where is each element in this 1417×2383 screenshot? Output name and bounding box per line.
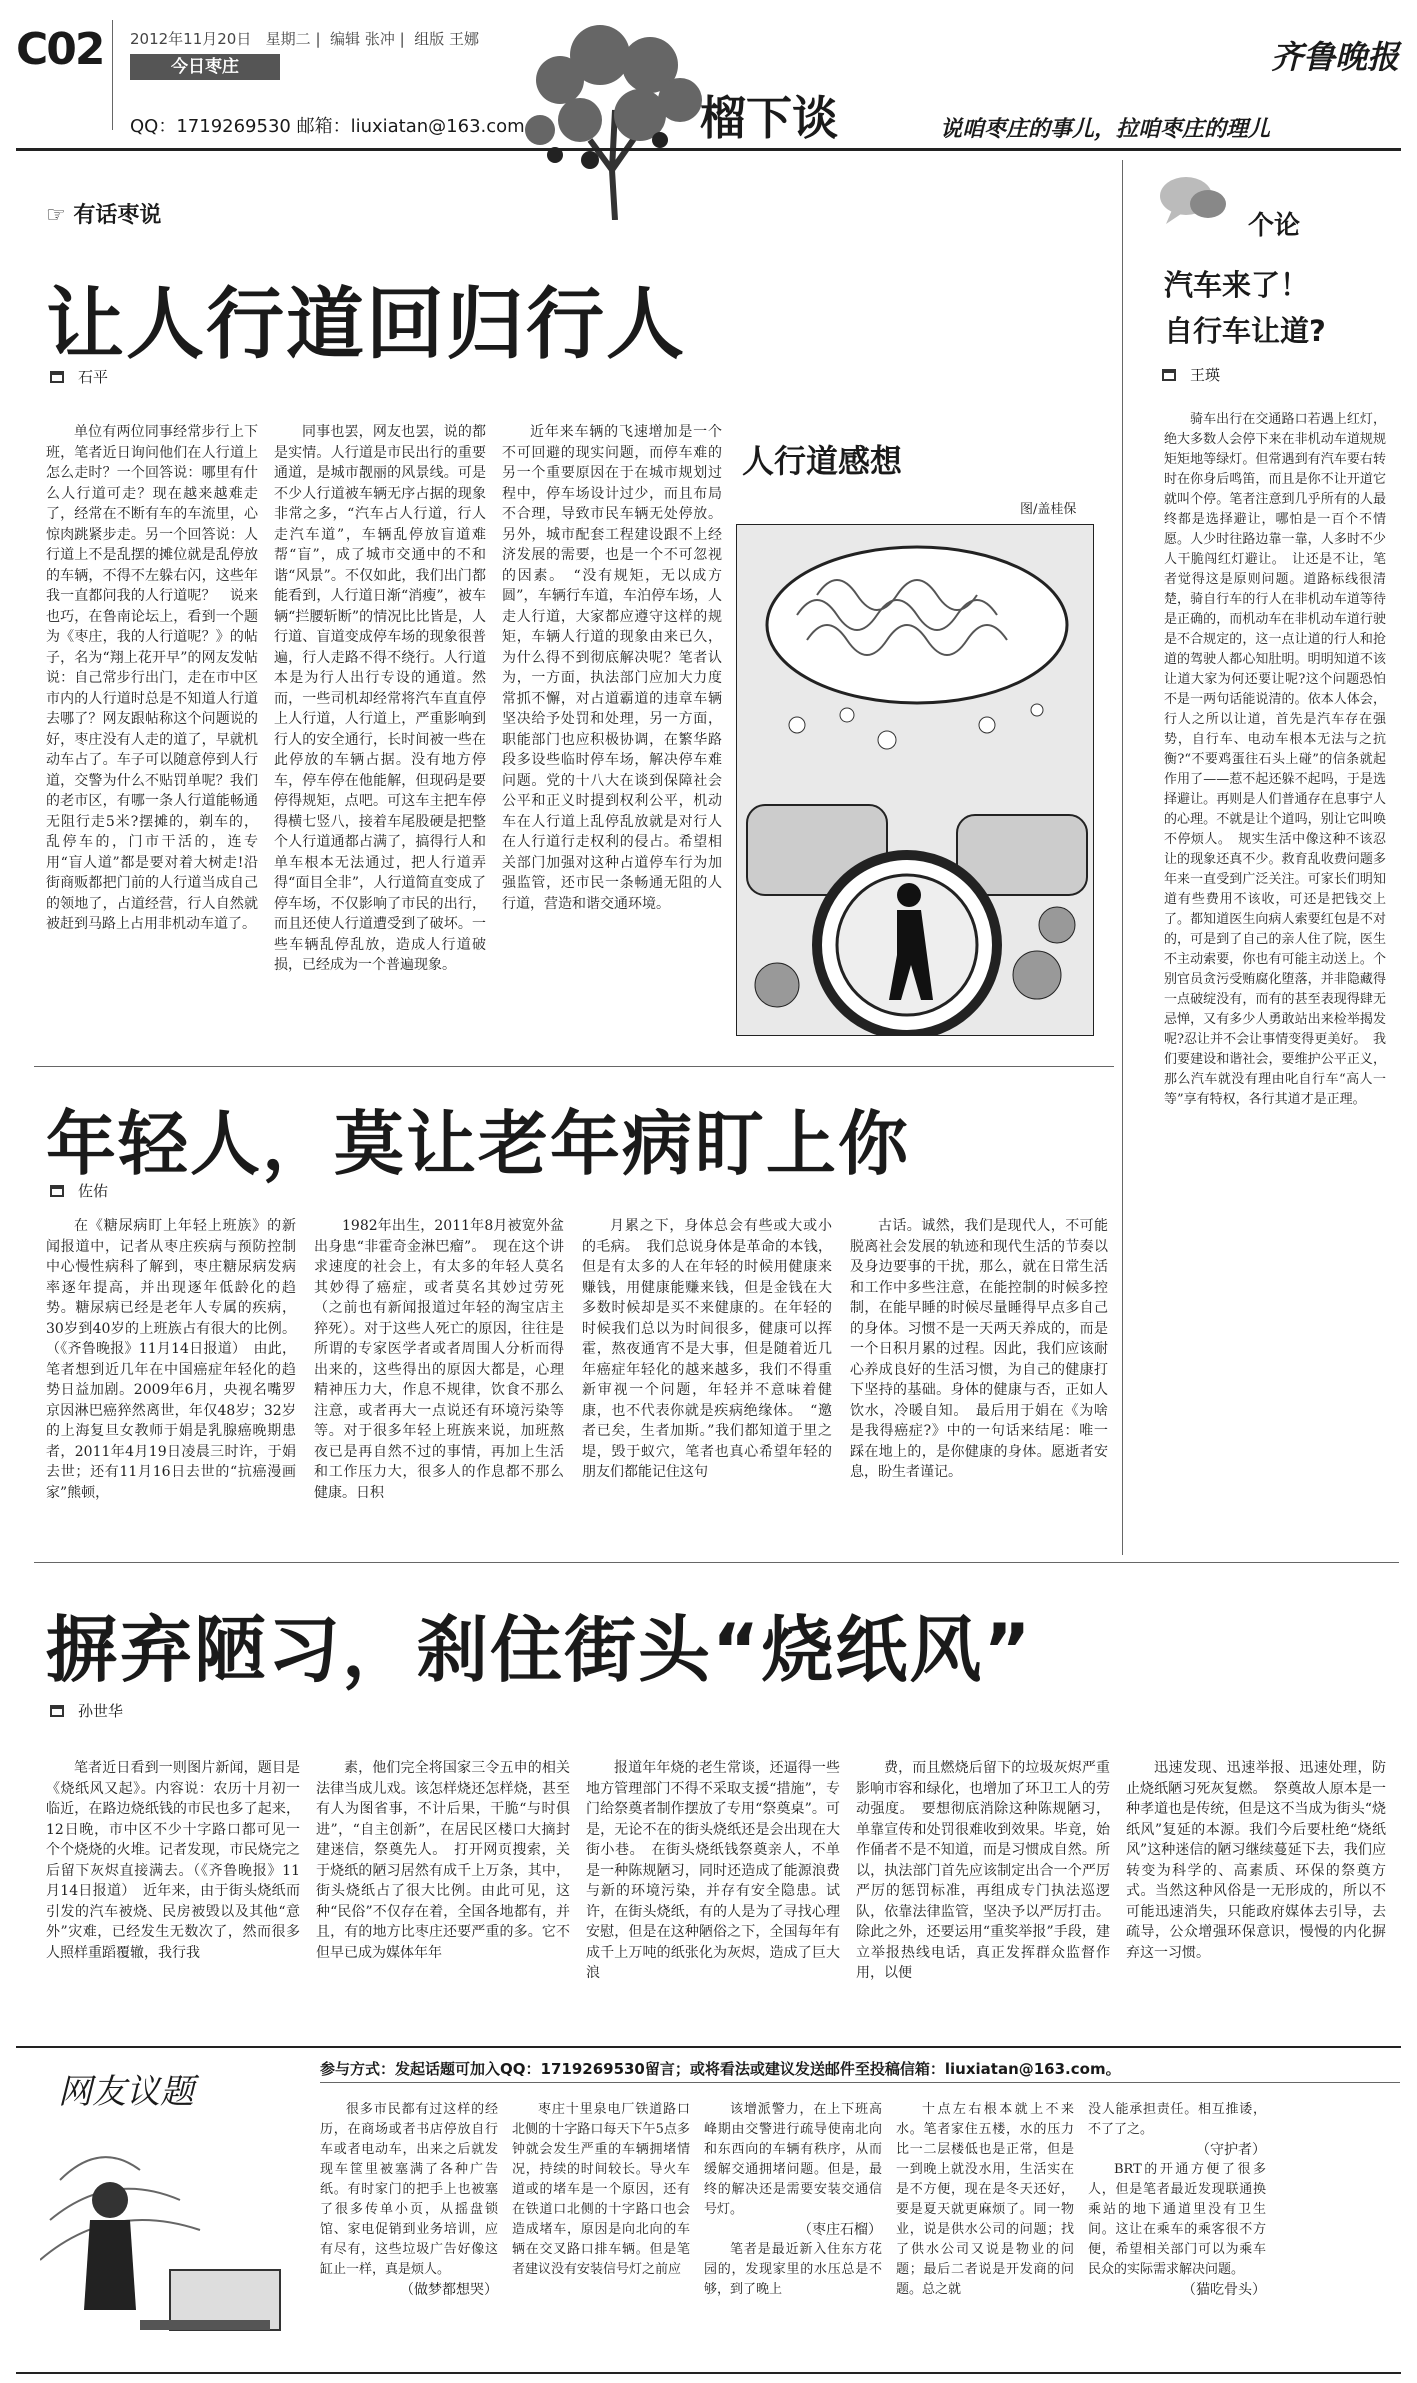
- forum-post-3-cont: 十点左右根本就上不来水。笔者家住五楼，水的压力比一二层楼低也是正常，但是一到晚上就没水用，生活实在是不方便，现在是冬天还好，要是夏天就更麻烦了。同一物业，说是供水公司的问题；找了供水公司又说是物业的问题；最后二者说是开发商的问题。总之就: [896, 2102, 1074, 2297]
- article1-col3-text: 近年来车辆的飞速增加是一个不可回避的现实问题，而停车难的另一个重要原因在于在城市规划过程中，停车场设计过少，而且布局不合理，导致市民车辆无处停放。另外，城市配套工程建设跟不上经济发展的需要，也是一个不可忽视的因素。 “没有规矩，无以成方圆”，车辆行车道，车泊停车场，人走人行道，大家都应遵守这样的规矩，车辆人行道的现象由来已久，为什么得不到彻底解决呢？笔者认为，一方面，执法部门应加大力度常抓不懈，对占道霸道的违章车辆坚决给予处罚和处理，另一方面，职能部门也应积极协调，在繁华路段多设些临时停车场，解决停车难问题。党的十八大在谈到保障社会公平和正义时提到权利公平，机动车在人行道上乱停乱放就是对行人在人行道行走权利的侵占。希望相关部门加强对这种占道停车行为加强监管，还市民一条畅通无阻的人行道，营造和谐交通环境。: [502, 424, 722, 912]
- forum-post-3: 笔者是最近新入住东方花园的，发现家里的水压总是不够，到了晚上: [704, 2242, 882, 2297]
- article3-col3: [586, 1758, 840, 2038]
- article3-col4: [856, 1758, 1110, 2038]
- article1-col1: [46, 422, 258, 1062]
- sidebar-byline: [1162, 364, 1220, 385]
- forum-col1: [320, 2100, 498, 2370]
- article1-col1-text: 单位有两位同事经常步行上下班，笔者近日询问他们在人行道上怎么走时？一个回答说：哪里有什么人行道可走？现在越来越难走了，经常在不断有车的车流里，心惊肉跳紧步走。另一个回答说：人行道上不是乱摆的摊位就是乱停放的车辆，不得不左躲右闪，这些年我一直都问我的人行道呢？ 说来也巧，在鲁南论坛上，看到一个题为《枣庄，我的人行道呢？》的帖子，名为“翔上花开早”的网友发帖说：自己常步行出门，走在市中区市内的人行道时总是不知道人行道去哪了？网友跟帖称这个问题说的好，枣庄没有人走的道了，早就机动车占了。车子可以随意停到人行道，交警为什么不贴罚单呢？我们的老市区，有哪一条人行道能畅通无阻行走5米?摆摊的，剃车的，乱停车的，门市干活的，连专用“盲人道”都是要对着大树走!沿街商贩都把门前的人行道当成自己的领地了，占道经营，行人自然就被赶到马路上占用非机动车道了。: [46, 424, 258, 932]
- sidebar-title-line2: 自行车让道?: [1164, 314, 1326, 348]
- article3-col5: [1126, 1758, 1386, 2038]
- article1-col3: [502, 422, 722, 1062]
- forum-sig-2: （枣庄石榴）: [798, 2222, 882, 2238]
- byline-box-icon: [50, 1185, 64, 1197]
- forum-bar-rule: [320, 2082, 1400, 2083]
- header-rule: [16, 148, 1401, 151]
- header-meta: 2012年11月20日 星期二 | 编辑 张冲 | 组版 王娜: [130, 30, 479, 48]
- article2-col1-text: 在《糖尿病盯上年轻上班族》的新闻报道中，记者从枣庄疾病与预防控制中心慢性病科了解到，枣庄糖尿病发病率逐年提高，并出现逐年低龄化的趋势。糖尿病已经是老年人专属的疾病，30岁到40岁的上班族占有很大的比例。（《齐鲁晚报》11月14日报道） 由此，笔者想到近几年在中国癌症年轻化的趋势日益加剧。2009年6月，央视名嘴罗京因淋巴癌猝然离世，年仅48岁；32岁的上海复旦女教师于娟是乳腺癌晚期患者，2011年4月19日凌晨三时许，于娟去世；还有11月16日去世的“抗癌漫画家”熊顿，: [46, 1218, 296, 1501]
- date: 2012年11月20日: [130, 30, 252, 48]
- article2-col2-text: 1982年出生，2011年8月被宽外盆出身患“非霍奇金淋巴瘤”。 现在这个讲求速度的社会上，有太多的年轻人莫名其妙得了癌症，或者莫名其妙过劳死（之前也有新闻报道过年轻的淘宝店主猝死）。对于这些人死亡的原因，往往是所谓的专家医学者或者周围人分析而得出来的，这些得出的原因大都是，心理精神压力大，作息不规律，饮食不那么注意，或者再大一点说还有环境污染等等。对于很多年轻上班族来说，加班熬夜已是再自然不过的事情，再加上生活和工作压力大，很多人的作息都不那么健康。日积: [314, 1218, 564, 1501]
- bottom-rule: [16, 2372, 1401, 2374]
- kicker-text: 有话枣说: [73, 203, 162, 228]
- byline-box-icon: [50, 1705, 64, 1717]
- forum-col3: [704, 2100, 882, 2370]
- person-at-computer-icon: [40, 2120, 300, 2340]
- article1-author: 石平: [78, 368, 109, 386]
- column-name: 榴下谈: [700, 91, 838, 145]
- rule-3: [16, 2046, 1401, 2048]
- article2-col4: [850, 1216, 1108, 1552]
- article3-col2-text: 素，他们完全将国家三令五申的相关法律当成儿戏。该怎样烧还怎样烧，甚至有人为图省事，不计后果，干脆“与时俱进”，“自主创新”，在居民区楼口大摘封建迷信，祭奠先人。 打开网页搜索，关于烧纸的陋习居然有成千上万条，其中，街头烧纸占了很大比例。由此可见，这种“民俗”不仅存在着，全国各地都有，并且，有的地方比枣庄还要严重的多。它不但早已成为媒体年年: [316, 1760, 570, 1961]
- article2-author: 佐佑: [78, 1182, 109, 1200]
- speech-bubbles-icon: [1158, 172, 1228, 227]
- forum-post-3-end: 没人能承担责任。相互推诿，不了了之。: [1088, 2102, 1266, 2137]
- header-divider: [112, 20, 113, 130]
- illustration-title: 人行道感想: [742, 442, 903, 480]
- page-number: C02: [16, 24, 104, 75]
- sidebar-text: 骑车出行在交通路口若遇上红灯，绝大多数人会停下来在非机动车道规规矩矩地等绿灯。但常遇到有汽车要右转时在你身后鸣笛，而且是你不让开道它就叫个停。笔者注意到几乎所有的人最终都是选择避让，哪怕是一百个不情愿。人少时往路边靠一靠，人多时不少人干脆闯红灯避让。 让还是不让，笔者觉得这是原则问题。道路标线很清楚，骑自行车的行人在非机动车道等待是正确的，而机动车在非机动车道行驶是不合规定的，这一点让道的行人和抢道的驾驶人都心知肚明。明明知道不该让道大家为何还要让呢?这个问题恐怕不是一两句话能说清的。依本人体会，行人之所以让道，首先是汽车存在强势，自行车、电动车根本无法与之抗衡?“不要鸡蛋往石头上碰”的信条就起作用了——惹不起还躲不起吗，于是选择避让。再则是人们普通存在息事宁人的心理。不就是让个道吗，别让它叫唤不停烦人。 规实生活中像这种不该忍让的现象还真不少。救育乱收费问题多年来一直受到广泛关注。可家长们明知道有些费用不该收，可还是把钱交上了。都知道医生向病人索要红包是不对的，可是到了自己的亲人住了院，医生不主动索要，你也有可能主动送上。个别官员贪污受贿腐化堕落，并非隐藏得一点破绽没有，而有的甚至表现得肆无忌惮，又有多少人勇敢站出来检举揭发呢?忍让并不会让事情变得更美好。 我们要建设和谐社会，要维护公平正义，那么汽车就没有理由叱自行车“高人一等”享有特权，各行其道才是正理。: [1164, 412, 1386, 1107]
- sidebar-label: 个论: [1248, 211, 1301, 241]
- rule-1: [34, 1066, 1114, 1067]
- article3-col5-text: 迅速发现、迅速举报、迅速处理，防止烧纸陋习死灰复燃。 祭奠故人原本是一种孝道也是传统，但是这不当成为街头“烧纸风”复延的本源。我们今后要杜绝“烧纸风”这种迷信的陋习继续蔓延下去，我们应转变为科学的、高素质、环保的祭奠方式。当然这种风俗是一无形成的，所以不可能迅速消失，只能政府媒体去引导，去疏导，公众增强环保意识，慢慢的内化摒弃这一习惯。: [1126, 1760, 1386, 1961]
- forum-post-2-cont: 该增派警力，在上下班高峰期由交警进行疏导使南北向和东西向的车辆有秩序，从而缓解交通拥堵问题。但是，最终的解决还是需要安装交通信号灯。: [704, 2102, 882, 2217]
- rule-2: [34, 1562, 1399, 1563]
- forum-sig-3: （守护者）: [1196, 2142, 1266, 2158]
- forum-participation: 参与方式：发起话题可加入QQ：1719269530留言；或将看法或建议发送邮件至投稿信箱：liuxiatan@163.com。: [320, 2060, 1121, 2078]
- sidebar-title-line1: 汽车来了！: [1164, 268, 1310, 302]
- column-slogan: 说咱枣庄的事儿，拉咱枣庄的理儿: [940, 116, 1271, 142]
- article2-col3: [582, 1216, 832, 1552]
- newspaper-logo: 齐鲁晚报: [1270, 38, 1399, 76]
- article3-author: 孙世华: [78, 1702, 124, 1720]
- article1-col2: [274, 422, 486, 1062]
- article3-col2: [316, 1758, 570, 2038]
- forum-post-2: 枣庄十里泉电厂铁道路口北侧的十字路口每天下午5点多钟就会发生严重的车辆拥堵情况，持续的时间较长。导火车道或的堵车是一个原因，还有在铁道口北侧的十字路口也会造成堵车，原因是向北向的车辆在交叉路口排车辆。但是笔者建议没有安装信号灯之前应: [512, 2102, 690, 2277]
- section-label: 今日枣庄: [130, 54, 280, 80]
- forum-post-1: 很多市民都有过这样的经历，在商场或者书店停放自行车或者电动车，出来之后就发现车筐里被塞满了各种广告纸。有时家门的把手上也被塞了很多传单小页，从摇盘锁馆、家电促销到业务培训，应有尽有，这些垃圾广告好像这缸止一样，真是烦人。: [320, 2102, 498, 2277]
- forum-sig-1: （做梦都想哭）: [400, 2282, 498, 2298]
- article1-kicker: ☞ 有话枣说: [46, 203, 162, 228]
- article3-col3-text: 报道年年烧的老生常谈，还逼得一些地方管理部门不得不采取支援“措施”，专门给祭奠者制作摆放了专用“祭奠桌”。可是，无论不在的街头烧纸还是会出现在大街小巷。 在街头烧纸钱祭奠亲人，不单是一种陈规陋习，同时还造成了能源浪费与新的环境污染，并存有安全隐患。试许，在街头烧纸，有的人是为了寻找心理安慰，但是在这种陋俗之下，全国每年有成千上万吨的纸张化为灰烬，造成了巨大浪: [586, 1760, 840, 1981]
- article2-col3-text: 月累之下，身体总会有些或大或小的毛病。 我们总说身体是革命的本钱，但是有太多的人在年轻的时候用健康来赚钱，用健康能赚来钱，但是金钱在大多数时候却是买不来健康的。在年轻的时候我们总以为时间很多，健康可以挥霍，熬夜通宵不是大事，但是随着近几年癌症年轻化的越来越多，我们不得重新审视一个问题，年轻并不意味着健康，也不代表你就是疾病绝缘体。 “邀者已矣，生者加斯。”我们都知道于里之堤，毁于蚁穴，笔者也真心希望年轻的朋友们都能记住这句: [582, 1218, 832, 1480]
- article1-col2-text: 同事也罢，网友也罢，说的都是实情。人行道是市民出行的重要通道，是城市靓丽的风景线。可是不少人行道被车辆无序占据的现象非常之多，“汽车占人行道，行人走汽车道”，车辆乱停放盲道难帮“盲”，成了城市交通中的不和谐“风景”。不仅如此，我们出门都能看到，人行道日渐“消瘦”，被车辆“拦腰斩断”的情况比比皆是，人行道、盲道变成停车场的现象很普遍，行人走路不得不绕行。人行道本是为行人出行专设的通道。然而，一些司机却经常将汽车直直停上人行道，人行道上，严重影响到行人的安全通行，长时间被一些在此停放的车辆占据。没有地方停车，停车停在他能解，但现码是要停得规矩，点吧。可这车主把车停得横七竖八，接着车尾股硬是把整个人行道通都占满了，搞得行人和单车根本无法通过，把人行道弄得“面目全非”，人行道简直变成了停车场，不仅影响了市民的出行，而且还使人行道遭受到了破坏。一些车辆乱停乱放，造成人行道破损，已经成为一个普遍现象。: [274, 424, 486, 973]
- forum-post-4: BRT的开通方便了很多人，但是笔者最近发现联通换乘站的地下通道里没有卫生间。这让在乘车的乘客很不方便，希望相关部门可以为乘车民众的实际需求解决问题。: [1088, 2162, 1266, 2277]
- forum-col5: [1088, 2100, 1266, 2370]
- editor: 编辑 张冲: [330, 30, 395, 48]
- byline-box-icon: [50, 371, 64, 383]
- article2-col1: [46, 1216, 296, 1552]
- cartoon-illustration: [736, 524, 1094, 1036]
- article3-title: 摒弃陋习，刹住街头“烧纸风”: [46, 1608, 1033, 1692]
- forum-col4: [896, 2100, 1074, 2370]
- article3-col1: [46, 1758, 300, 2038]
- article2-byline: [50, 1180, 108, 1201]
- sidebar-author: 王瑛: [1190, 366, 1221, 384]
- pomegranate-tree-icon: [520, 20, 710, 220]
- sidebar-divider: [1122, 160, 1123, 1555]
- layout-editor: 组版 王娜: [414, 30, 479, 48]
- illustration-credit: 图/盖桂保: [1020, 502, 1077, 517]
- pedestrian-cartoon-icon: [737, 525, 1093, 1035]
- article3-col4-text: 费，而且燃烧后留下的垃圾灰烬严重影响市容和绿化，也增加了环卫工人的劳动强度。 要想彻底消除这种陈规陋习，单靠宣传和处罚很难收到效果。毕竟，始作俑者不是不知道，而是习惯成自然。所以，执法部门首先应该制定出合一个严厉严厉的惩罚标准，再组成专门执法巡逻队，依靠法律监管，坚决予以严厉打击。除此之外，还要运用“重奖举报”手段，建立举报热线电话，真正发挥群众监督作用，以便: [856, 1760, 1110, 1981]
- article2-col4-text: 古话。诚然，我们是现代人，不可能脱离社会发展的轨迹和现代生活的节奏以及身边要事的干扰，那么，就在日常生活和工作中多些注意，在能控制的时候多控制，在能早睡的时候尽量睡得早点多自己的身体。习惯不是一天两天养成的，而是一个日积月累的过程。因此，我们应该耐心养成良好的生活习惯，为自己的健康打下坚持的基础。身体的健康与否，正如人饮水，冷暖自知。 最后用于娟在《为啥是我得癌症?》中的一句话来结尾：唯一踩在地上的，是你健康的身体。愿逝者安息，盼生者谨记。: [850, 1218, 1108, 1480]
- sidebar-body: [1164, 410, 1386, 1550]
- article1-title: 让人行道回归行人: [46, 280, 687, 370]
- forum-title: 网友议题: [58, 2072, 194, 2112]
- article2-col2: [314, 1216, 564, 1552]
- article1-byline: [50, 366, 108, 387]
- article3-byline: [50, 1700, 123, 1721]
- contact-info: QQ：1719269530 邮箱：liuxiatan@163.com: [130, 116, 525, 137]
- byline-box-icon: [1162, 369, 1176, 381]
- article2-title: 年轻人，莫让老年病盯上你: [46, 1103, 910, 1185]
- forum-col2: [512, 2100, 690, 2370]
- weekday: 星期二: [265, 30, 311, 48]
- forum-sig-4: （猫吃骨头）: [1182, 2282, 1266, 2298]
- article3-col1-text: 笔者近日看到一则图片新闻，题目是《烧纸风又起》。内容说：农历十月初一临近，在路边烧纸钱的市民也多了起来，12日晚，市中区不少十字路口都可见一个个烧烧的火堆。记者发现，市民烧完之后留下灰烬直接满去。（《齐鲁晚报》11月14日报道） 近年来，由于街头烧纸而引发的汽车被烧、民房被毁以及其他“意外”灾难，已经发生无数次了，然而很多人照样重蹈覆辙，我行我: [46, 1760, 300, 1961]
